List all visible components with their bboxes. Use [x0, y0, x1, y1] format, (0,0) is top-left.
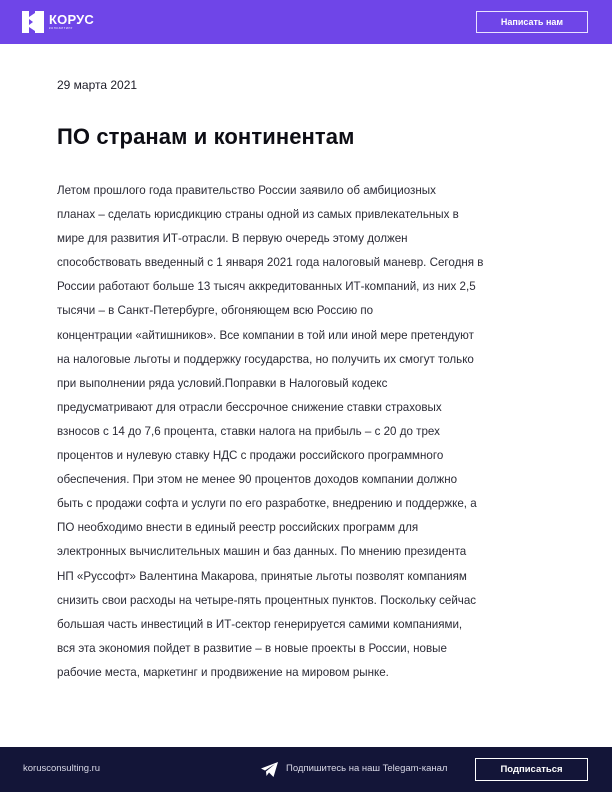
body-line: России работают больше 13 тысяч аккредитованных ИТ-компаний, из них 2,5 [57, 280, 476, 294]
body-line: вся эта экономия пойдет в развитие – в новые проекты в России, новые [57, 641, 447, 655]
body-line: способствовать введенный с 1 января 2021 года налоговый маневр. Сегодня в [57, 256, 484, 270]
body-line: обеспечения. При этом не менее 90 процентов доходов компании должно [57, 473, 458, 487]
telegram-subscribe-text[interactable]: Подпишитесь на наш Telegam-канал [286, 763, 448, 774]
article-body [57, 179, 555, 685]
article-date: 29 марта 2021 [57, 78, 138, 92]
write-us-button[interactable]: Написать нам [476, 11, 588, 33]
body-line: взносов с 14 до 7,6 процента, ставки налога на прибыль – с 20 до трех [57, 424, 440, 438]
body-line: НП «Руссофт» Валентина Макарова, принятые льготы позволят компаниям [57, 569, 467, 583]
body-line: ПО необходимо внести в единый реестр российских программ для [57, 521, 419, 535]
body-line: тысячи – в Санкт-Петербурге, обгоняющем всю Россию по [57, 304, 374, 318]
body-line: Летом прошлого года правительство России заявило об амбициозных [57, 184, 436, 197]
body-line: предусматривают для отрасли бессрочное снижение ставки страховых [57, 400, 442, 414]
article-title: ПО странам и континентам [57, 124, 355, 149]
body-line: концентрации «айтишников». Все компании в той или иной мере претендуют [57, 328, 474, 342]
body-line: большая часть инвестиций в ИТ-сектор генерируется самими компаниями, [57, 617, 463, 631]
body-line: мире для развития ИТ-отрасли. В первую очередь этому должен [57, 232, 408, 246]
top-header [0, 0, 612, 44]
footer [0, 747, 612, 792]
body-line: планах – сделать юрисдикцию страны одной из самых привлекательных в [57, 208, 459, 222]
site-link[interactable]: korusconsulting.ru [23, 763, 101, 774]
body-line: быть с продажи софта и услуги по его разработке, внедрению и поддержке, а [57, 497, 477, 511]
korus-logo-icon [22, 11, 44, 33]
korus-logo[interactable] [22, 10, 94, 34]
body-line: при выполнении ряда условий.Поправки в Налоговый кодекс [57, 376, 388, 390]
body-line: рабочие места, маркетинг и продвижение на мировом рынке. [57, 665, 389, 679]
body-line: электронных вычислительных машин и баз данных. По мнению президента [57, 545, 467, 559]
body-line: снизить свои расходы на четыре-пять процентных пунктов. Поскольку сейчас [57, 593, 477, 607]
body-line: процентов и нулевую ставку НДС с продажи российского программного [57, 449, 444, 463]
logo-title: КОРУС [49, 12, 95, 27]
subscribe-button[interactable]: Подписаться [475, 758, 588, 781]
telegram-icon[interactable] [261, 762, 278, 777]
body-line: на налоговые льготы и поддержку государства, но получить их смогут только [57, 352, 474, 366]
logo-subtitle: консалтинг [49, 26, 73, 30]
logo-text [49, 13, 94, 31]
